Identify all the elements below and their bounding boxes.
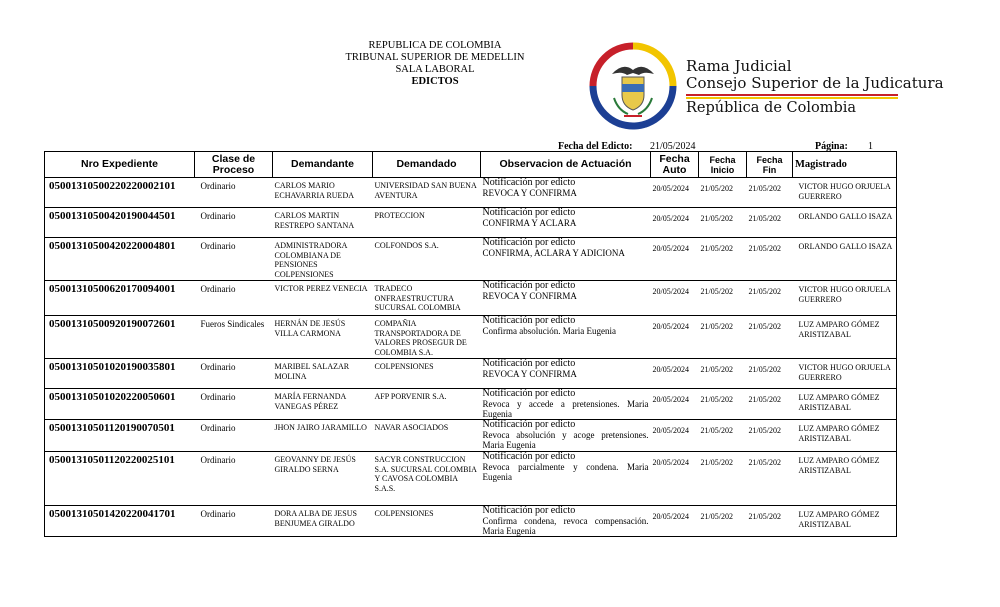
expediente-cell: 05001310501020190035801 [45, 359, 195, 389]
fecha-inicio-cell: 21/05/202 [699, 316, 747, 359]
fecha-edicto-label: Fecha del Edicto: [558, 141, 633, 152]
brand-country: República de Colombia [686, 100, 857, 116]
demandante-cell: VICTOR PEREZ VENECIA [273, 281, 373, 316]
observacion-title: Notificación por edicto [482, 358, 576, 369]
table-row [45, 506, 897, 537]
fecha-inicio-cell: 21/05/202 [699, 238, 747, 281]
fecha-auto-cell: 20/05/2024 [651, 359, 699, 389]
col-observacion: Observacion de Actuación [481, 152, 651, 178]
observacion-title: Notificación por edicto [482, 177, 576, 188]
observacion-cell [481, 281, 651, 316]
observacion-title: Notificación por edicto [482, 237, 576, 248]
fecha-inicio-cell: 21/05/202 [699, 420, 747, 452]
expediente-cell: 05001310501420220041701 [45, 506, 195, 537]
brand-rule-red [686, 94, 898, 96]
observacion-detail: Revoca y accede a pretensiones. Maria Eugenia [482, 399, 649, 419]
demandado-cell: COLPENSIONES [373, 359, 481, 389]
fecha-fin-cell: 21/05/202 [747, 359, 793, 389]
observacion-detail: Revoca absolución y acoge pretensiones. Maria Eugenia [482, 430, 649, 450]
table-row [45, 208, 897, 238]
clase-cell: Ordinario [195, 506, 273, 537]
demandado-cell: SACYR CONSTRUCCION S.A. SUCURSAL COLOMBIA Y CAVOSA COLOMBIA S.A.S. [373, 452, 481, 506]
observacion-detail: CONFIRMA Y ACLARA [482, 218, 577, 228]
fecha-auto-cell: 20/05/2024 [651, 420, 699, 452]
table-row [45, 281, 897, 316]
table-header-row [45, 152, 897, 178]
demandante-cell: JHON JAIRO JARAMILLO [273, 420, 373, 452]
fecha-inicio-cell: 21/05/202 [699, 208, 747, 238]
fecha-auto-cell: 20/05/2024 [651, 178, 699, 208]
observacion-cell [481, 208, 651, 238]
brand-line-2: Consejo Superior de la Judicatura [686, 74, 944, 92]
observacion-title: Notificación por edicto [482, 419, 576, 430]
brand-rule-yellow [686, 97, 898, 99]
demandante-cell: ADMINISTRADORA COLOMBIANA DE PENSIONES COLPENSIONES [273, 238, 373, 281]
col-fecha-auto: Fecha Auto [651, 152, 699, 178]
observacion-title: Notificación por edicto [482, 505, 576, 516]
observacion-title: Notificación por edicto [482, 315, 576, 326]
observacion-cell [481, 452, 651, 506]
clase-cell: Ordinario [195, 178, 273, 208]
heading-country: REPUBLICA DE COLOMBIA [368, 40, 502, 51]
heading-court: TRIBUNAL SUPERIOR DE MEDELLIN [345, 52, 525, 63]
observacion-cell [481, 389, 651, 420]
magistrado-cell: LUZ AMPARO GÓMEZ ARISTIZABAL [793, 420, 897, 452]
magistrado-cell: ORLANDO GALLO ISAZA [793, 238, 897, 281]
expediente-cell: 05001310500620170094001 [45, 281, 195, 316]
observacion-cell [481, 238, 651, 281]
expediente-cell: 05001310500220220002101 [45, 178, 195, 208]
coat-of-arms-logo-icon [588, 40, 678, 132]
magistrado-cell: VICTOR HUGO ORJUELA GUERRERO [793, 359, 897, 389]
fecha-auto-cell: 20/05/2024 [651, 208, 699, 238]
magistrado-cell: VICTOR HUGO ORJUELA GUERRERO [793, 178, 897, 208]
logo-shield [622, 77, 644, 110]
expediente-cell: 05001310501020220050601 [45, 389, 195, 420]
fecha-inicio-cell: 21/05/202 [699, 506, 747, 537]
fecha-fin-cell: 21/05/202 [747, 389, 793, 420]
expediente-cell: 05001310500420220004801 [45, 238, 195, 281]
fecha-auto-cell: 20/05/2024 [651, 238, 699, 281]
pagina-label: Página: [815, 141, 848, 152]
brand-line-1: Rama Judicial [686, 57, 792, 75]
fecha-fin-cell: 21/05/202 [747, 208, 793, 238]
observacion-cell [481, 316, 651, 359]
observacion-detail: CONFIRMA, ACLARA Y ADICIONA [482, 248, 625, 258]
table-row [45, 316, 897, 359]
magistrado-cell: LUZ AMPARO GÓMEZ ARISTIZABAL [793, 506, 897, 537]
col-fecha-fin: Fecha Fin [747, 152, 793, 178]
fecha-fin-cell: 21/05/202 [747, 506, 793, 537]
observacion-cell [481, 506, 651, 537]
fecha-auto-cell: 20/05/2024 [651, 506, 699, 537]
document-heading [300, 40, 570, 88]
fecha-edicto-value: 21/05/2024 [650, 141, 696, 152]
clase-cell: Ordinario [195, 238, 273, 281]
observacion-detail: REVOCA Y CONFIRMA [482, 291, 577, 301]
magistrado-cell: LUZ AMPARO GÓMEZ ARISTIZABAL [793, 389, 897, 420]
heading-chamber: SALA LABORAL [395, 64, 475, 75]
clase-cell: Ordinario [195, 389, 273, 420]
fecha-fin-cell: 21/05/202 [747, 178, 793, 208]
observacion-cell [481, 359, 651, 389]
col-fecha-inicio: Fecha Inicio [699, 152, 747, 178]
observacion-cell [481, 178, 651, 208]
table-row [45, 238, 897, 281]
brand-name [686, 58, 944, 92]
magistrado-cell: LUZ AMPARO GÓMEZ ARISTIZABAL [793, 452, 897, 506]
fecha-inicio-cell: 21/05/202 [699, 389, 747, 420]
observacion-detail: REVOCA Y CONFIRMA [482, 369, 577, 379]
expediente-cell: 05001310501120220025101 [45, 452, 195, 506]
demandado-cell: COLPENSIONES [373, 506, 481, 537]
fecha-fin-cell: 21/05/202 [747, 281, 793, 316]
demandado-cell: NAVAR ASOCIADOS [373, 420, 481, 452]
fecha-inicio-cell: 21/05/202 [699, 281, 747, 316]
clase-cell: Fueros Sindicales [195, 316, 273, 359]
demandado-cell: COLFONDOS S.A. [373, 238, 481, 281]
fecha-fin-cell: 21/05/202 [747, 420, 793, 452]
demandado-cell: AFP PORVENIR S.A. [373, 389, 481, 420]
fecha-auto-cell: 20/05/2024 [651, 316, 699, 359]
col-demandante: Demandante [273, 152, 373, 178]
observacion-cell [481, 420, 651, 452]
observacion-title: Notificación por edicto [482, 451, 576, 462]
observacion-title: Notificación por edicto [482, 388, 576, 399]
observacion-detail: Revoca parcialmente y condena. Maria Eugenia [482, 462, 649, 482]
observacion-title: Notificación por edicto [482, 280, 576, 291]
heading-title: EDICTOS [411, 76, 459, 87]
col-demandado: Demandado [373, 152, 481, 178]
table-row [45, 178, 897, 208]
table-row [45, 420, 897, 452]
table-row [45, 359, 897, 389]
demandante-cell: DORA ALBA DE JESUS BENJUMEA GIRALDO [273, 506, 373, 537]
fecha-inicio-cell: 21/05/202 [699, 359, 747, 389]
demandante-cell: HERNÁN DE JESÚS VILLA CARMONA [273, 316, 373, 359]
demandante-cell: CARLOS MARTIN RESTREPO SANTANA [273, 208, 373, 238]
fecha-inicio-cell: 21/05/202 [699, 452, 747, 506]
magistrado-cell: VICTOR HUGO ORJUELA GUERRERO [793, 281, 897, 316]
fecha-fin-cell: 21/05/202 [747, 238, 793, 281]
fecha-fin-cell: 21/05/202 [747, 452, 793, 506]
demandante-cell: CARLOS MARIO ECHAVARRIA RUEDA [273, 178, 373, 208]
magistrado-cell: LUZ AMPARO GÓMEZ ARISTIZABAL [793, 316, 897, 359]
clase-cell: Ordinario [195, 208, 273, 238]
clase-cell: Ordinario [195, 359, 273, 389]
clase-cell: Ordinario [195, 420, 273, 452]
expediente-cell: 05001310500920190072601 [45, 316, 195, 359]
observacion-detail: Confirma absolución. Maria Eugenia [482, 326, 616, 336]
col-magistrado: Magistrado [793, 152, 897, 178]
fecha-inicio-cell: 21/05/202 [699, 178, 747, 208]
clase-cell: Ordinario [195, 452, 273, 506]
demandado-cell: UNIVERSIDAD SAN BUENA AVENTURA [373, 178, 481, 208]
fecha-auto-cell: 20/05/2024 [651, 281, 699, 316]
table-row [45, 389, 897, 420]
fecha-auto-cell: 20/05/2024 [651, 389, 699, 420]
demandante-cell: GEOVANNY DE JESÚS GIRALDO SERNA [273, 452, 373, 506]
fecha-auto-cell: 20/05/2024 [651, 452, 699, 506]
observacion-detail: Confirma condena, revoca compensación. Maria Eugenia [482, 516, 649, 536]
col-expediente: Nro Expediente [45, 152, 195, 178]
observacion-detail: REVOCA Y CONFIRMA [482, 188, 577, 198]
expediente-cell: 05001310501120190070501 [45, 420, 195, 452]
demandante-cell: MARIBEL SALAZAR MOLINA [273, 359, 373, 389]
col-clase: Clase de Proceso [195, 152, 273, 178]
demandado-cell: COMPAÑIA TRANSPORTADORA DE VALORES PROSEGUR DE COLOMBIA S.A. [373, 316, 481, 359]
clase-cell: Ordinario [195, 281, 273, 316]
observacion-title: Notificación por edicto [482, 207, 576, 218]
table-row [45, 452, 897, 506]
edictos-table [44, 151, 897, 537]
pagina-value: 1 [868, 141, 873, 152]
demandado-cell: PROTECCION [373, 208, 481, 238]
expediente-cell: 05001310500420190044501 [45, 208, 195, 238]
demandado-cell: TRADECO ONFRAESTRUCTURA SUCURSAL COLOMBIA [373, 281, 481, 316]
demandante-cell: MARÍA FERNANDA VANEGAS PÉREZ [273, 389, 373, 420]
fecha-fin-cell: 21/05/202 [747, 316, 793, 359]
magistrado-cell: ORLANDO GALLO ISAZA [793, 208, 897, 238]
